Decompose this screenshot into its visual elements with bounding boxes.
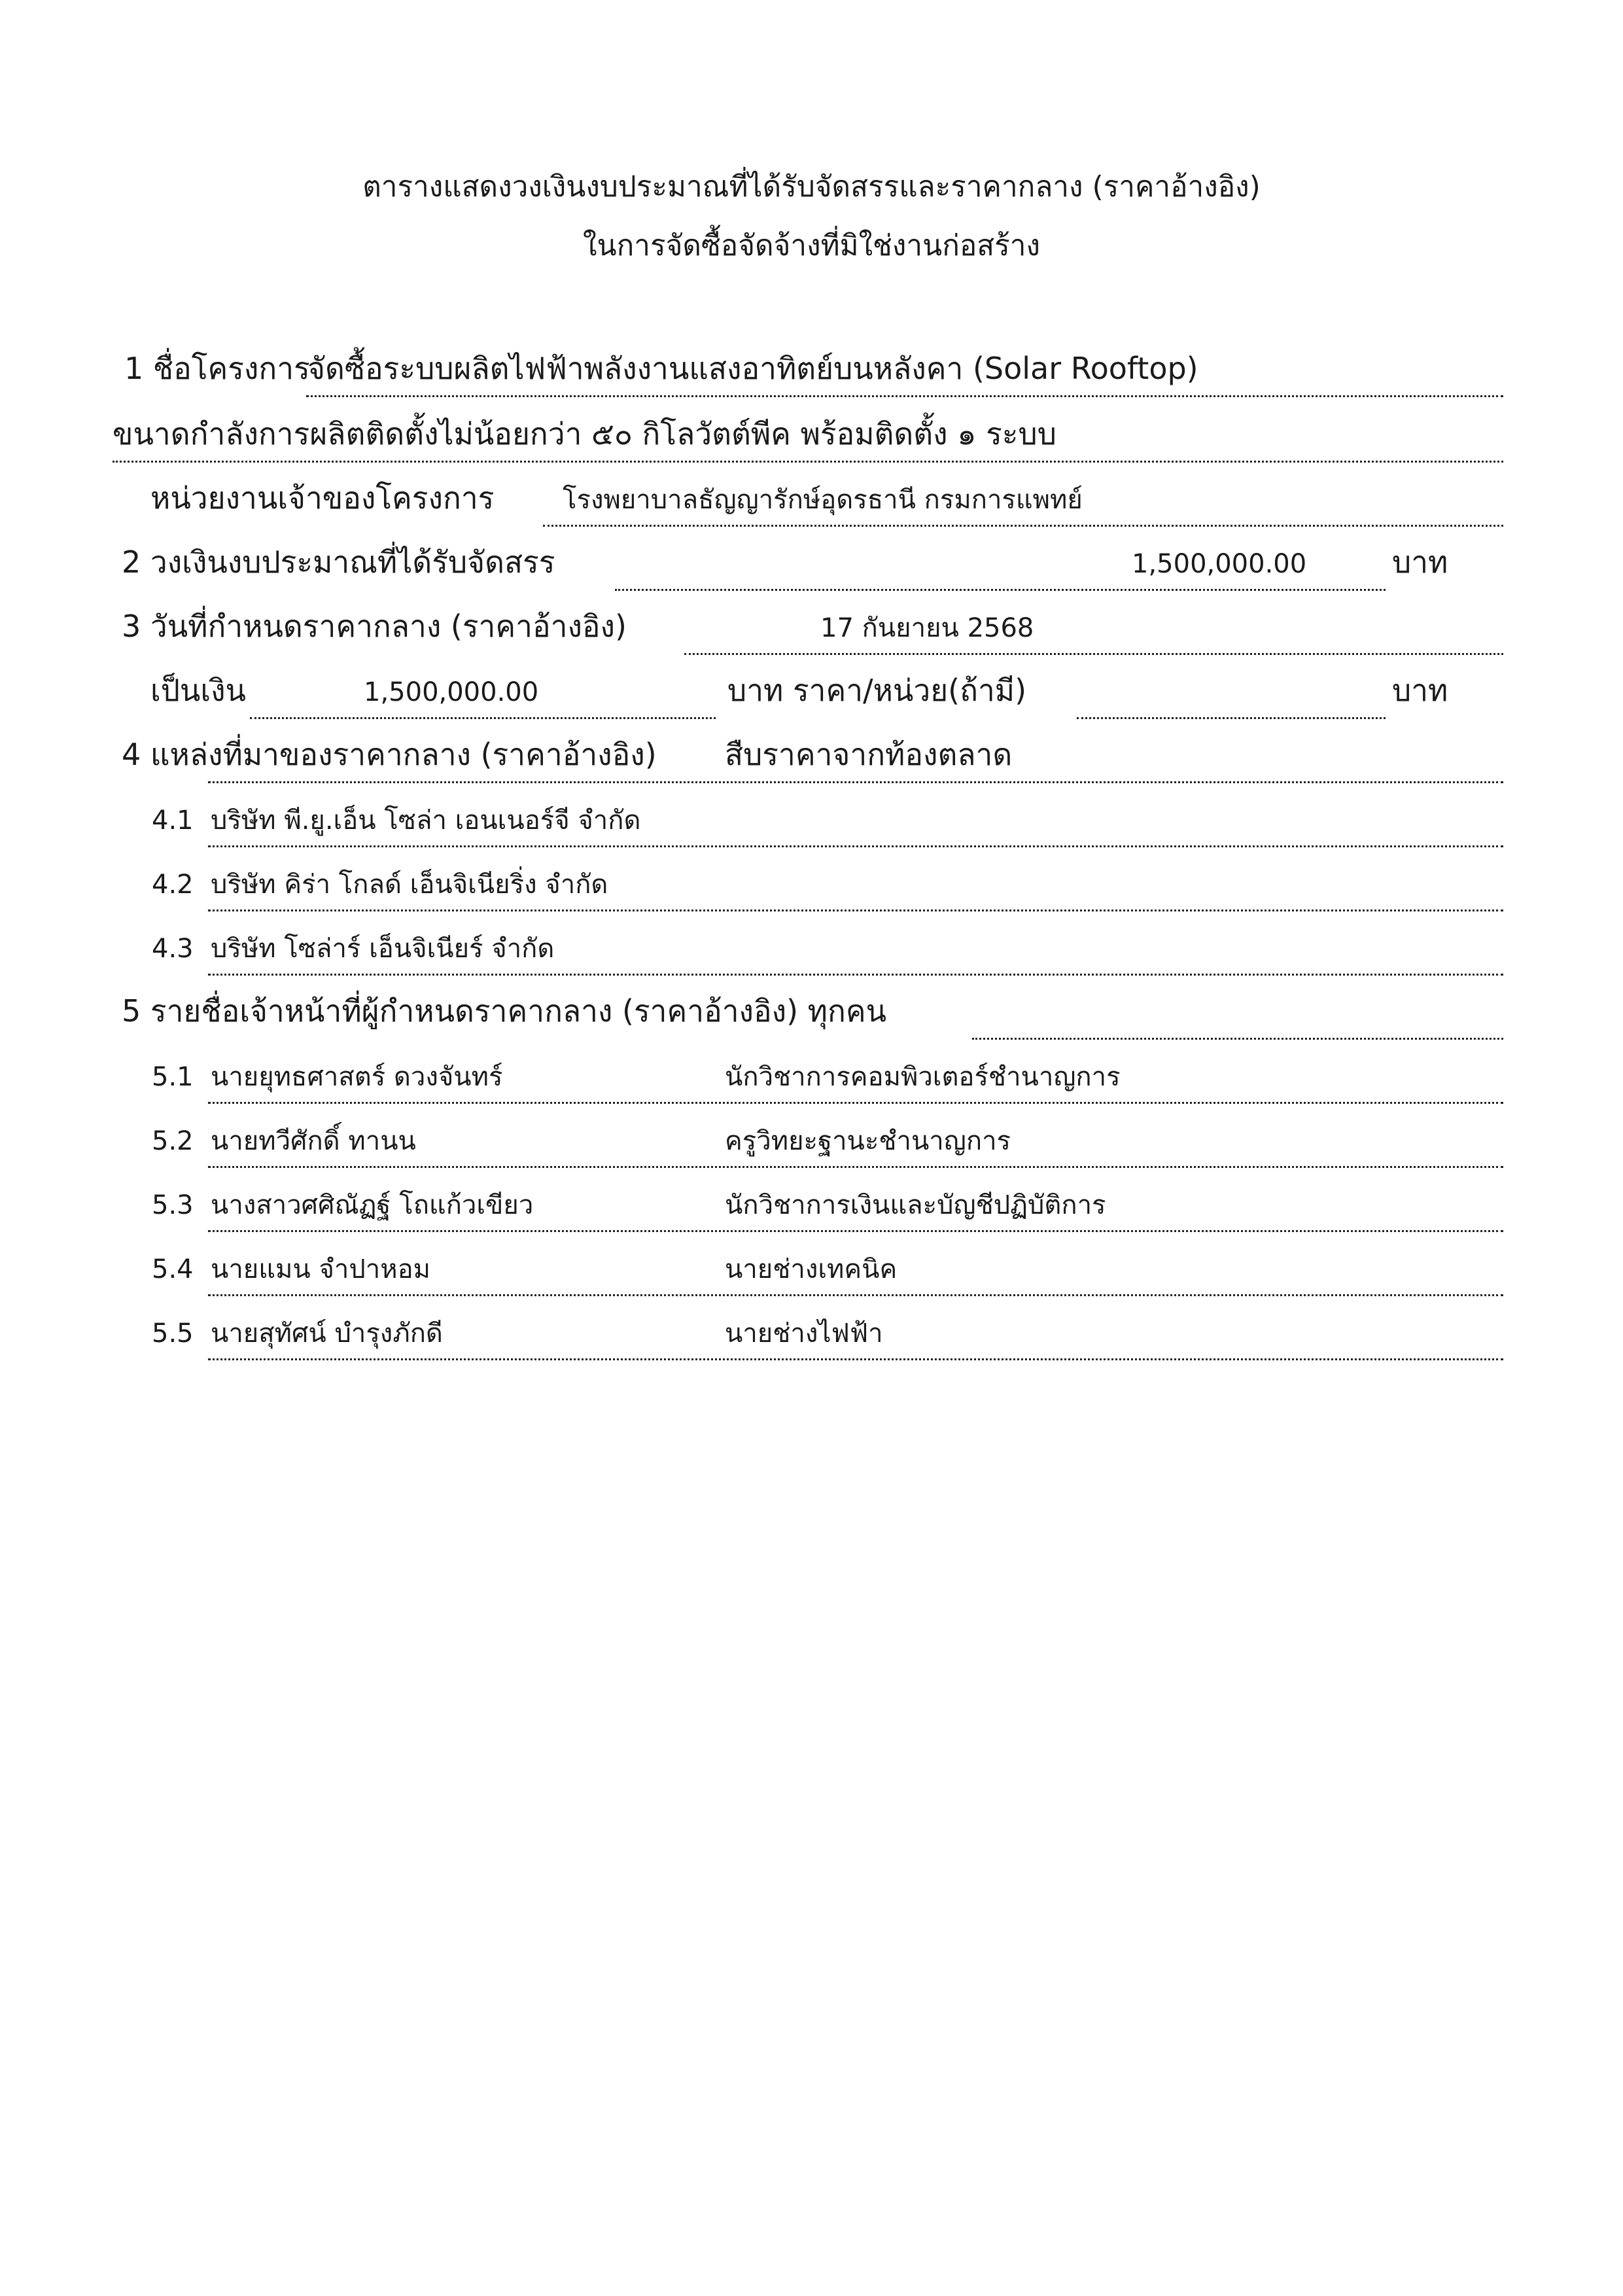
owner-label: หน่วยงานเจ้าของโครงการ (150, 480, 495, 516)
dotted-line (113, 461, 1503, 463)
project-name-line-2: ขนาดกำลังการผลิตติดตั้งไม่น้อยกว่า ๕๐ กิโลวัตต์พีค พร้อมติดตั้ง ๑ ระบบ (113, 416, 1056, 451)
officer-position: นักวิชาการเงินและบัญชีปฏิบัติการ (725, 1190, 1106, 1220)
dotted-line (250, 717, 716, 719)
dotted-line (208, 1230, 1503, 1232)
dotted-line (208, 1102, 1503, 1104)
price-source-label: 4 แหล่งที่มาของราคากลาง (ราคาอ้างอิง) (122, 737, 657, 772)
officer-name: นายสุทัศน์ บำรุงภักดี (211, 1318, 443, 1349)
officer-name: นายทวีศักดิ์ ทานน (211, 1126, 416, 1156)
dotted-line (208, 974, 1503, 976)
officers-label: 5 รายชื่อเจ้าหน้าที่ผู้กำหนดราคากลาง (ราคาอ้างอิง) ทุกคน (122, 993, 887, 1029)
reference-date-value: 17 กันยายน 2568 (820, 613, 1034, 643)
reference-amount-value: 1,500,000.00 (364, 677, 539, 707)
budget-amount: 1,500,000.00 (1132, 549, 1307, 579)
source-company: บริษัท คิร่า โกลด์ เอ็นจิเนียริ่ง จำกัด (211, 870, 608, 900)
officer-number: 5.1 (152, 1062, 194, 1092)
budget-unit: บาท (1392, 544, 1448, 580)
officer-name: นายยุทธศาสตร์ ดวงจันทร์ (211, 1062, 503, 1092)
officer-position: นักวิชาการคอมพิวเตอร์ชำนาญการ (725, 1062, 1121, 1092)
dotted-line (972, 1038, 1503, 1040)
source-number: 4.1 (152, 805, 194, 836)
officer-position: ครูวิทยะฐานะชำนาญการ (725, 1126, 1011, 1156)
owner-value: โรงพยาบาลธัญญารักษ์อุดรธานี กรมการแพทย์ (563, 485, 1083, 515)
dotted-line (1077, 717, 1386, 719)
project-name-line-1: จัดซื้อระบบผลิตไฟฟ้าพลังงานแสงอาทิตย์บนหลังคา (Solar Rooftop) (307, 351, 1198, 386)
reference-amount-label: เป็นเงิน (150, 673, 246, 708)
dotted-line (208, 1166, 1503, 1168)
project-name-label: 1 ชื่อโครงการ (124, 351, 310, 386)
officer-number: 5.5 (152, 1318, 194, 1349)
document-title-line-2: ในการจัดซื้อจัดจ้างที่มิใช่งานก่อสร้าง (583, 229, 1040, 262)
officer-name: นายแมน จำปาหอม (211, 1254, 430, 1284)
dotted-line (208, 1358, 1503, 1360)
dotted-line (208, 845, 1503, 847)
reference-date-label: 3 วันที่กำหนดราคากลาง (ราคาอ้างอิง) (122, 609, 627, 644)
officer-position: นายช่างไฟฟ้า (725, 1318, 883, 1349)
dotted-line (543, 525, 1503, 527)
unit-price-unit: บาท (1392, 673, 1448, 708)
document-title-line-1: ตารางแสดงวงเงินงบประมาณที่ได้รับจัดสรรและราคากลาง (ราคาอ้างอิง) (362, 170, 1261, 203)
officer-number: 5.2 (152, 1126, 194, 1156)
dotted-line (208, 1294, 1503, 1296)
source-company: บริษัท พี.ยู.เอ็น โซล่า เอนเนอร์จี จำกัด (211, 805, 641, 836)
dotted-line (208, 910, 1503, 911)
officer-position: นายช่างเทคนิค (725, 1254, 898, 1284)
officer-name: นางสาวศศิณัฏฐ์ โถแก้วเขียว (211, 1190, 534, 1220)
dotted-line (306, 395, 1503, 397)
unit-price-label: บาท ราคา/หน่วย(ถ้ามี) (727, 673, 1027, 708)
officer-number: 5.4 (152, 1254, 194, 1284)
price-source-value: สืบราคาจากท้องตลาด (725, 737, 1013, 772)
source-number: 4.2 (152, 870, 194, 900)
dotted-line (684, 653, 1503, 655)
source-company: บริษัท โซล่าร์ เอ็นจิเนียร์ จำกัด (211, 934, 555, 964)
dotted-line (615, 589, 1386, 591)
officer-number: 5.3 (152, 1190, 194, 1220)
dotted-line (208, 781, 1503, 783)
budget-label: 2 วงเงินงบประมาณที่ได้รับจัดสรร (122, 544, 555, 580)
source-number: 4.3 (152, 934, 194, 964)
